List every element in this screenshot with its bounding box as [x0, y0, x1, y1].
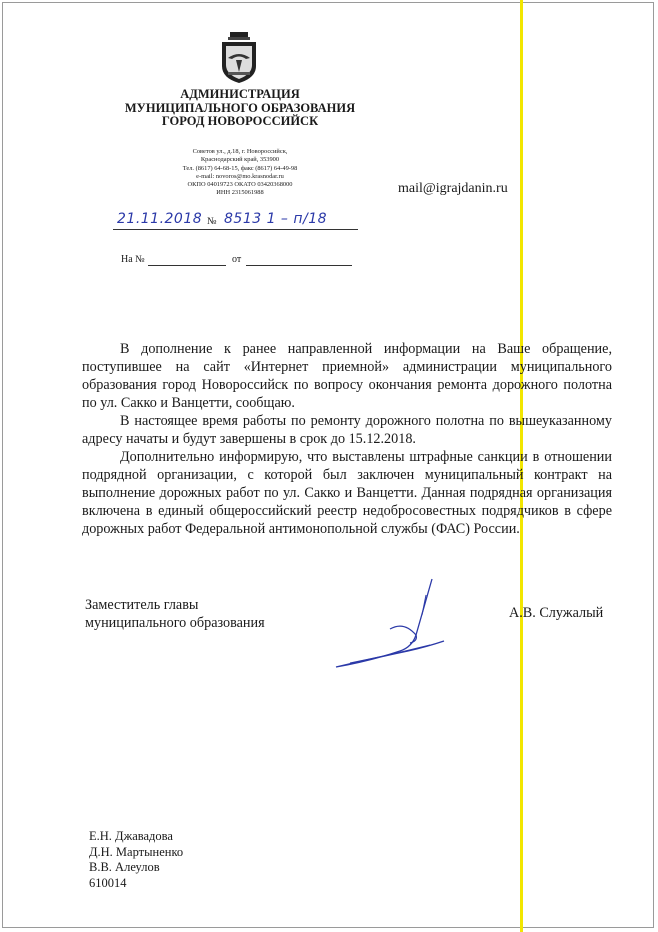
signatory-name: А.В. Служалый [509, 605, 604, 621]
address-block [140, 148, 340, 198]
address-line: e-mail: novoros@mo.krasnodar.ru [196, 172, 284, 180]
organization-name [80, 88, 400, 129]
executor-line: 610014 [89, 875, 127, 890]
body-paragraph: В настоящее время работы по ремонту дорожного полотна по вышеуказанному адресу начаты и будут завершены в срок до 15.12.2018. [82, 413, 612, 447]
address-line: Краснодарский край, 353900 [200, 156, 280, 164]
registration-number: 8513 1 – п/18 [224, 211, 328, 227]
org-line: МУНИЦИПАЛЬНОГО ОБРАЗОВАНИЯ [124, 100, 356, 115]
handwritten-signature [330, 575, 450, 675]
coat-of-arms-icon [218, 32, 260, 84]
address-line: ИНН 2315061988 [216, 189, 264, 197]
executors-block [89, 829, 183, 891]
org-line: ГОРОД НОВОРОССИЙСК [161, 114, 319, 128]
signatory-title-line: муниципального образования [85, 615, 265, 631]
reference-number-label: На № [121, 254, 145, 265]
body-paragraph: В дополнение к ранее направленной информации на Ваше обращение, поступившее на сайт «Интернет приемной» администрации муниципального образования город Новороссийск по вопросу окончания ремонта дорожного полотна по ул. Сакко и Ванцетти, сообщаю. [82, 341, 612, 411]
executor-line: В.В. Алеулов [89, 860, 160, 874]
body-paragraph: Дополнительно информирую, что выставлены штрафные санкции в отношении подрядной организации, с которой был заключен муниципальный контракт на выполнение дорожных работ по ул. Сакко и Ванцетти. Данная подрядная организация включена в единый общероссийский реестр недобросовестных подрядчиков в сфере дорожных работ Федеральной антимонопольной службы (ФАС) России. [82, 449, 612, 537]
signatory-title-line: Заместитель главы [85, 597, 199, 613]
address-line: Советов ул., д.18, г. Новороссийск, [192, 148, 288, 155]
recipient-email: mail@igrajdanin.ru [398, 181, 508, 196]
signatory-title [85, 596, 265, 632]
reference-date-line [246, 265, 352, 266]
executor-line: Е.Н. Джавадова [89, 829, 173, 843]
registration-no-label: № [207, 216, 217, 227]
executor-line: Д.Н. Мартыненко [89, 844, 184, 859]
registration-date: 21.11.2018 [117, 211, 203, 227]
address-line: Тел. (8617) 64-68-15, факс (8617) 64-49-98 [182, 164, 298, 172]
reference-date-label: от [232, 254, 242, 265]
reference-number-line [148, 265, 226, 266]
org-line: АДМИНИСТРАЦИЯ [180, 87, 300, 101]
letter-body [82, 340, 612, 538]
registration-underline [113, 229, 358, 230]
address-line: ОКПО 04019723 ОКАТО 03420368000 [187, 181, 293, 189]
